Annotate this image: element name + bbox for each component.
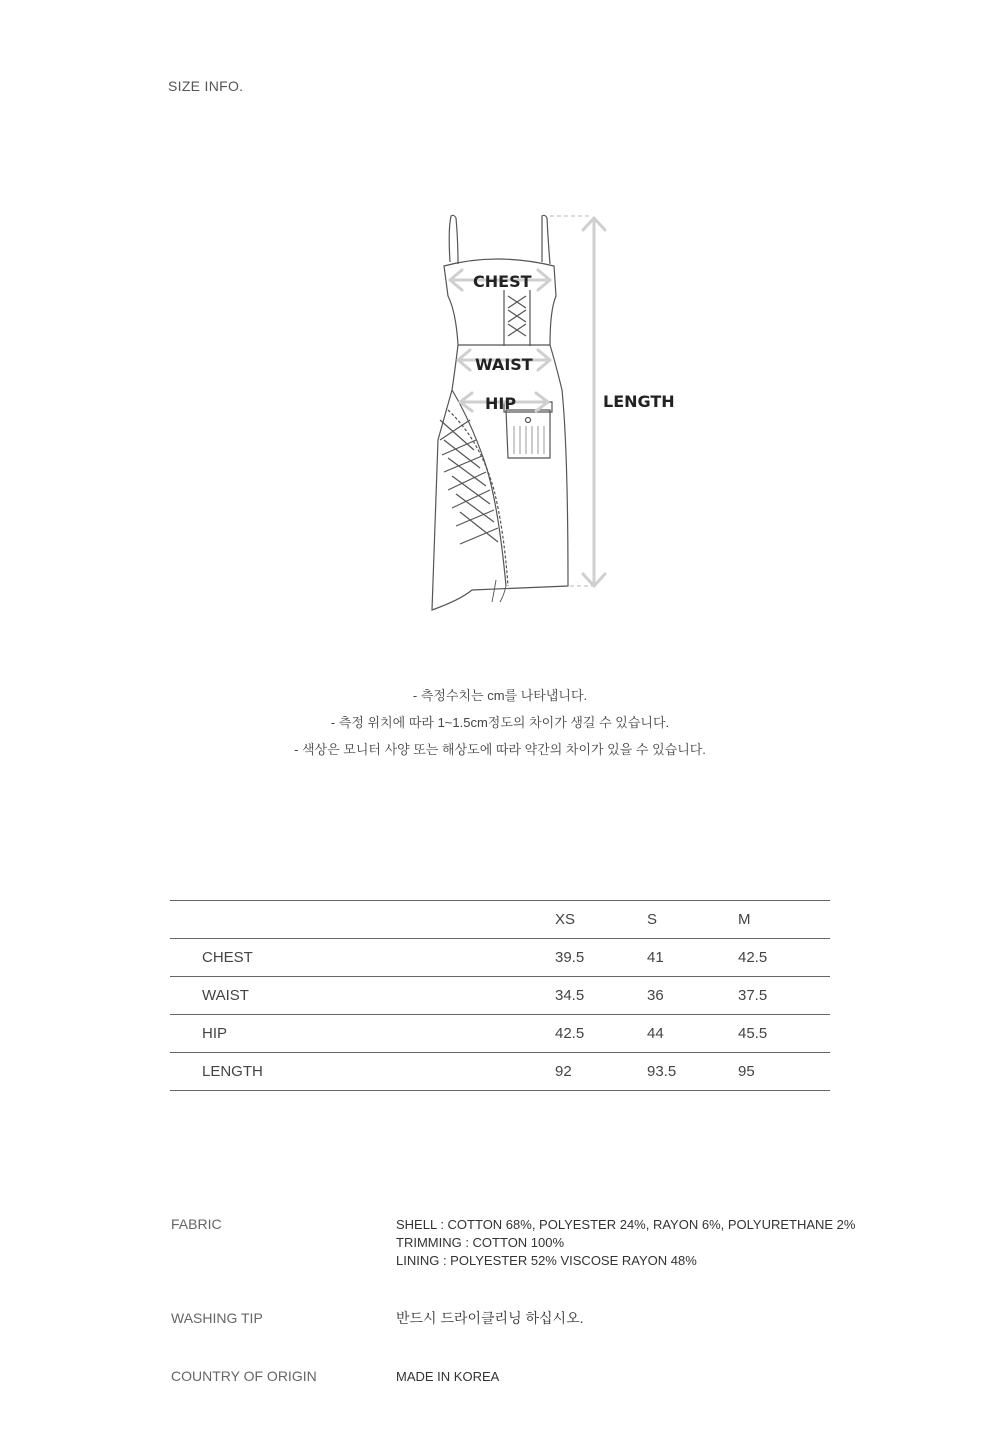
waist-label: WAIST [475, 355, 533, 374]
table-row [170, 1053, 830, 1091]
cell-value: 34.5 [555, 977, 647, 1015]
cell-value: 93.5 [647, 1053, 738, 1091]
cell-value: 42.5 [555, 1015, 647, 1053]
cell-value: 44 [647, 1015, 738, 1053]
cell-value: 36 [647, 977, 738, 1015]
cell-value: 42.5 [738, 939, 830, 977]
chest-label: CHEST [473, 272, 532, 291]
fabric-label: FABRIC [171, 1216, 222, 1232]
table-row [170, 977, 830, 1015]
row-label: CHEST [170, 939, 555, 977]
cell-value: 37.5 [738, 977, 830, 1015]
header-cell-name [170, 901, 555, 939]
right-strap [542, 215, 550, 264]
table-row [170, 1015, 830, 1053]
note-line: - 측정 위치에 따라 1~1.5cm정도의 차이가 생길 수 있습니다. [330, 715, 670, 730]
measurement-notes [0, 682, 1000, 763]
row-label: WAIST [170, 977, 555, 1015]
cell-value: 39.5 [555, 939, 647, 977]
hip-label: HIP [485, 394, 517, 413]
table-header-row [170, 901, 830, 939]
washing-label: WASHING TIP [171, 1310, 263, 1326]
left-strap [449, 215, 458, 264]
cell-value: 95 [738, 1053, 830, 1091]
fabric-line: TRIMMING : COTTON 100% [396, 1235, 565, 1250]
fabric-line: SHELL : COTTON 68%, POLYESTER 24%, RAYON 6%, POLYURETHANE 2% [396, 1217, 856, 1232]
table-row [170, 939, 830, 977]
row-label: HIP [170, 1015, 555, 1053]
row-label: LENGTH [170, 1053, 555, 1091]
skirt [432, 345, 568, 610]
origin-value: MADE IN KOREA [396, 1369, 500, 1384]
dress-diagram [400, 200, 700, 620]
note-line: - 측정수치는 cm를 나타냅니다. [412, 688, 588, 703]
cell-value: 41 [647, 939, 738, 977]
fabric-value [396, 1216, 855, 1270]
origin-label: COUNTRY OF ORIGIN [171, 1368, 317, 1384]
header-cell-m: M [738, 901, 830, 939]
length-label: LENGTH [603, 392, 675, 411]
header-cell-xs: XS [555, 901, 647, 939]
size-table [170, 900, 830, 1091]
washing-value: 반드시 드라이클리닝 하십시오. [396, 1310, 584, 1326]
fabric-line: LINING : POLYESTER 52% VISCOSE RAYON 48% [396, 1253, 697, 1268]
note-line: - 색상은 모니터 사양 또는 해상도에 따라 약간의 차이가 있을 수 있습니다. [294, 742, 706, 757]
cell-value: 45.5 [738, 1015, 830, 1053]
cell-value: 92 [555, 1053, 647, 1091]
header-cell-s: S [647, 901, 738, 939]
size-info-title: SIZE INFO. [168, 78, 244, 94]
